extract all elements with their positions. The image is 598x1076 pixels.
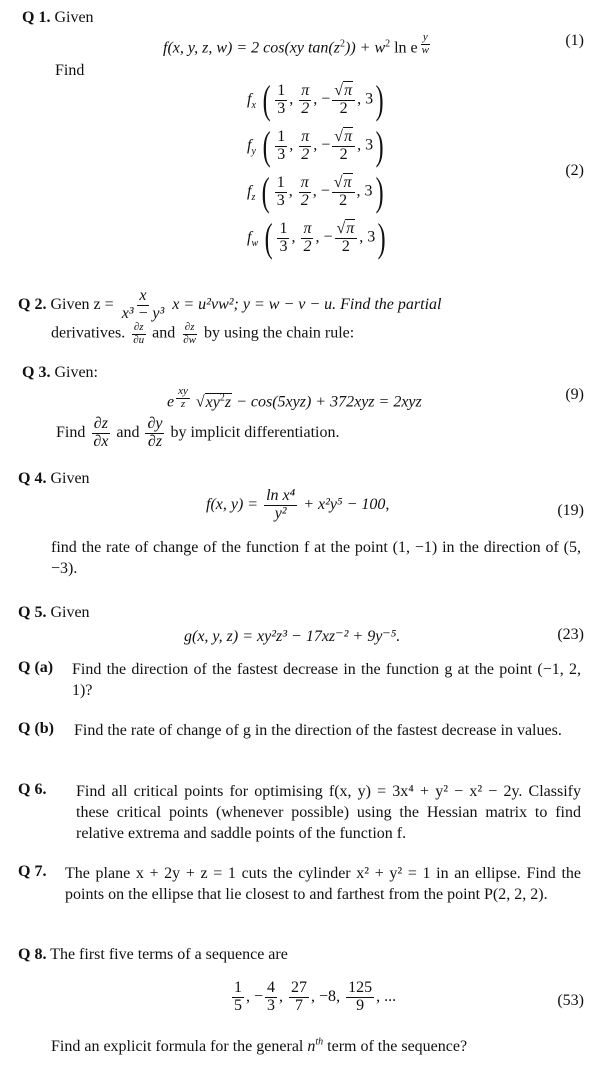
- q8-term: $\frac{125}{9}$: [348, 979, 373, 1014]
- qa-label: Q (a): [18, 659, 54, 676]
- q4-intro: Given: [50, 470, 90, 487]
- q2-line1: [18, 288, 441, 323]
- q4-rest: + x²y⁵ − 100,: [303, 495, 390, 513]
- q2-given: Given z =: [50, 295, 114, 313]
- q3-dy-dz: $\frac{\partial y}{\partial z}$: [147, 415, 163, 450]
- q3-intro: Given:: [54, 364, 98, 381]
- q8-sequence: $\frac{1}{5}$ , − $\frac{4}{3}$ , $\frac{27}{7}$ , −8, $\frac{125}{9}$ , ...: [230, 980, 396, 1015]
- q2-dz-dw: $\frac{\partial z}{\partial w}$: [183, 321, 197, 346]
- q8-term: $\frac{1}{5}$: [234, 979, 242, 1014]
- q1-eq-number: (1): [565, 32, 584, 49]
- q8-ellipsis: ...: [384, 987, 397, 1005]
- q3-equation: e $^{\frac{xy}{z}}$ $√xy^2z - \cos(5xyz) + 372xyz = 2xyz$: [167, 385, 422, 411]
- q6-text: Find all critical points for optimising f(x, y) = 3x⁴ + y² − x² − 2y. Classify these critical points (whenever possible) using the Hessian matrix to find relative extrema and saddle points of the function f.: [76, 783, 581, 842]
- q1-find: Find: [55, 62, 85, 79]
- q2-derivatives-word: derivatives.: [51, 324, 126, 342]
- q8-final-question: [51, 1038, 467, 1056]
- q1-group-number: (2): [565, 162, 584, 179]
- q3-eq-rest: − cos(5xyz) + 372xyz = 2xyz: [232, 393, 422, 411]
- q4-text: find the rate of change of the function f at the point (1, −1) in the direction of (5, −3).: [51, 539, 581, 577]
- q8-term: −8: [319, 987, 337, 1005]
- q4-heading: [18, 470, 90, 488]
- q6-label: Q 6.: [18, 781, 47, 798]
- q8-final-a: Find an explicit formula for the general: [51, 1038, 308, 1055]
- q8-final-b: term of the sequence?: [323, 1038, 468, 1055]
- q4-fraction: $\frac{\text{ln x⁴}}{\text{y²}}$: [266, 487, 296, 522]
- q1-derivative-w: $f_w$ ( $\frac{1}{3}$ , $\frac{\pi}{2}$ , − $\frac{√\pi}{2}$ , 3): [247, 215, 386, 260]
- q5-intro: Given: [50, 604, 90, 621]
- q3-eq-number: (9): [565, 386, 584, 403]
- q2-substitutions: x = u²vw²; y = w − v − u. Find the partial: [172, 295, 442, 313]
- q1-eq-part3: ln e: [390, 39, 418, 57]
- q5-heading: [18, 604, 90, 622]
- q1-derivative-y: $f_y$ ( $\frac{1}{3}$ , $\frac{\pi}{2}$ , − $\frac{√\pi}{2}$ , 3): [247, 123, 384, 168]
- q5-equation: g(x, y, z) = xy²z³ − 17xz⁻² + 9y⁻⁵.: [184, 628, 401, 645]
- q1-label: Q 1.: [22, 9, 51, 26]
- q8-heading: [18, 946, 288, 964]
- q3-find-line: [56, 416, 339, 451]
- q2-label: Q 2.: [18, 295, 47, 313]
- q3-dz-dx: $\frac{\partial z}{\partial x}$: [93, 415, 109, 450]
- q1-eq-part1: f(x, y, z, w) = 2 cos(xy tan(z: [163, 39, 340, 57]
- q3-label: Q 3.: [22, 364, 51, 381]
- q4-lhs: f(x, y) =: [206, 495, 259, 513]
- q2-and: and: [152, 324, 176, 342]
- q4-label: Q 4.: [18, 470, 47, 487]
- qa-text: Find the direction of the fastest decrease in the function g at the point (−1, 2, 1)?: [72, 661, 581, 699]
- q1-equation: f(x, y, z, w) = 2 cos(xy $\tan(z^2)) + w^2$ ln e $^{\frac{y}{w}}$: [163, 31, 429, 57]
- qb-label: Q (b): [18, 720, 54, 737]
- q8-eq-number: (53): [557, 992, 584, 1009]
- q7-text: The plane x + 2y + z = 1 cuts the cylinder x² + y² = 1 in an ellipse. Find the points on the ellipse that lie closest to and farthest from the point P(2, 2, 2).: [65, 865, 581, 903]
- q1-derivative-x: $f_x$ ( $\frac{1}{3}$ , $\frac{\pi}{2}$ , − $\frac{√\pi}{2}$ , 3): [247, 77, 384, 122]
- q3-heading: [22, 364, 98, 382]
- q4-equation: [206, 488, 389, 523]
- q1-exp-frac: y w: [421, 31, 429, 56]
- q1-eq-part2: )) + w: [344, 39, 386, 57]
- q1-derivative-z: $f_z$ ( $\frac{1}{3}$ , $\frac{\pi}{2}$ , − $\frac{√\pi}{2}$ , 3): [247, 169, 384, 214]
- q8-term: − $\frac{4}{3}$: [254, 979, 276, 1014]
- q1-intro: Given: [54, 9, 94, 26]
- q3-find: Find: [56, 423, 86, 441]
- q3-and: and: [116, 423, 140, 441]
- qb-text: Find the rate of change of g in the direction of the fastest decrease in values.: [74, 722, 562, 739]
- q8-final-th: th: [315, 1036, 324, 1048]
- q2-dz-du: $\frac{\partial z}{\partial u}$: [133, 321, 145, 346]
- q5-eq-number: (23): [557, 626, 584, 643]
- q8-final-n: n: [307, 1038, 316, 1055]
- q7-label: Q 7.: [18, 863, 47, 880]
- q5-label: Q 5.: [18, 604, 47, 621]
- q3-tail: by implicit differentiation.: [170, 423, 340, 441]
- q2-line2: [51, 322, 354, 346]
- q8-intro: The first five terms of a sequence are: [50, 946, 288, 963]
- q4-eq-number: (19): [557, 502, 584, 519]
- q2-chain-rule: by using the chain rule:: [204, 324, 355, 342]
- q1-derivative-list: [247, 77, 389, 264]
- q8-term: $\frac{27}{7}$: [291, 979, 308, 1014]
- q2-fraction: $\frac{x}{\text{x³ − y³}}$: [121, 287, 165, 322]
- q1-heading: [22, 9, 94, 27]
- q8-label: Q 8.: [18, 946, 47, 963]
